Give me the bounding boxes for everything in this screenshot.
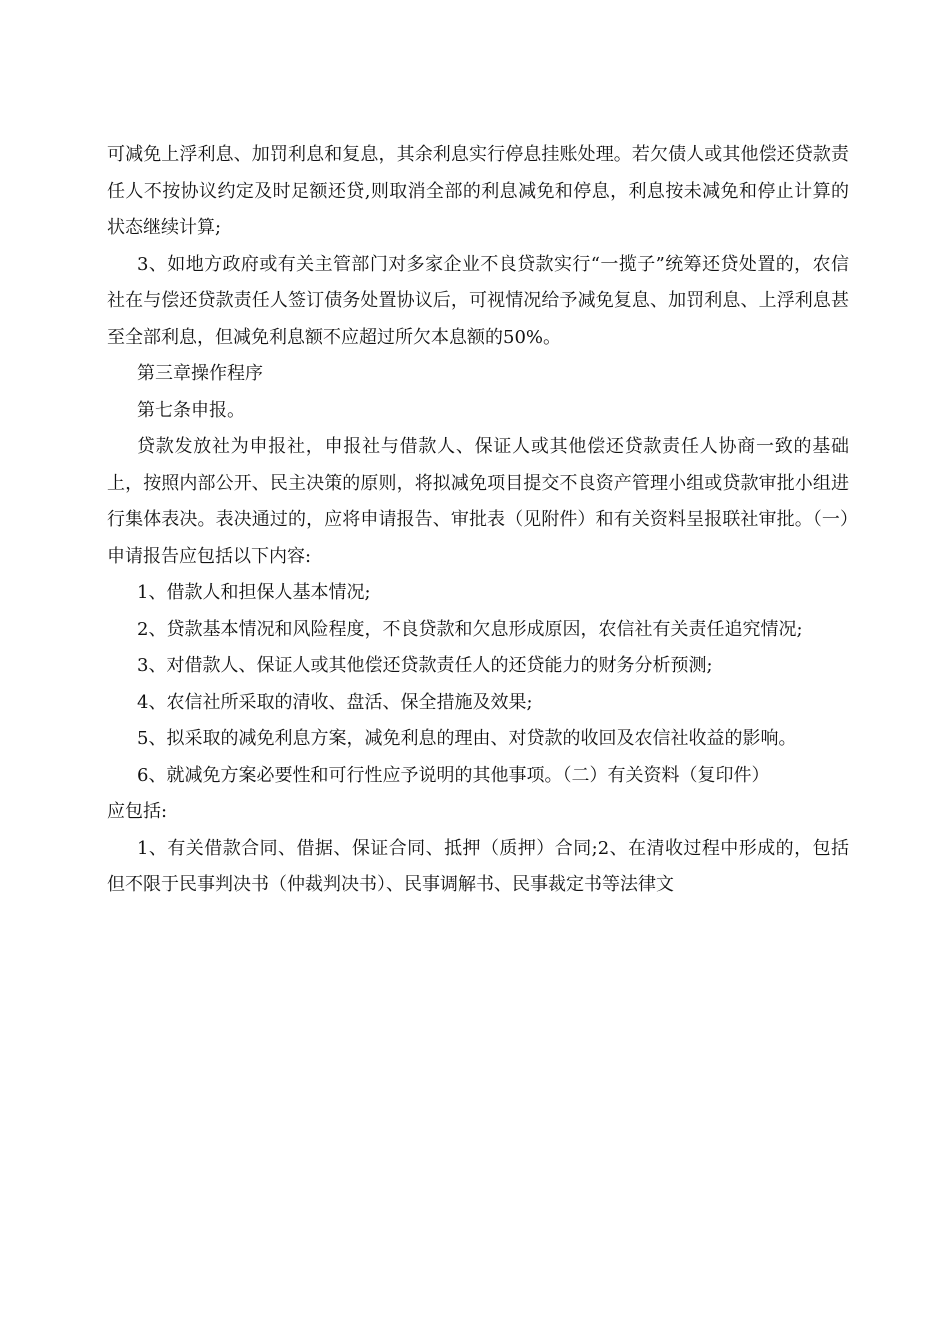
chapter-heading-operating-procedure: 第三章操作程序 xyxy=(137,363,263,384)
paragraph-declaration-process: 贷款发放社为申报社，申报社与借款人、保证人或其他偿还贷款责任人协商一致的基础上，按照内部公开、民主决策的原则，将拟减免项目提交不良资产管理小组或贷款审批小组进行集体表决。表决通过的，应将申请报告、审批表（见附件）和有关资料呈报联社审批。（一）申请报告应包括以下内容: xyxy=(107,436,849,567)
paragraph-should-include: 应包括: xyxy=(107,801,168,822)
document-body xyxy=(107,137,849,904)
list-item-waiver-plan: 5、拟采取的减免利息方案，减免利息的理由、对贷款的收回及农信社收益的影响。 xyxy=(137,728,797,749)
paragraph-item-3-package-repayment: 3、如地方政府或有关主管部门对多家企业不良贷款实行“一揽子”统筹还贷处置的，农信社在与偿还贷款责任人签订债务处置协议后，可视情况给予减免复息、加罚利息、上浮利息甚至全部利息，但减免利息额不应超过所欠本息额的50%。 xyxy=(107,253,849,348)
list-item-borrower-guarantor-info: 1、借款人和担保人基本情况; xyxy=(137,582,371,603)
list-item-collection-measures: 4、农信社所采取的清收、盘活、保全措施及效果; xyxy=(137,691,533,713)
list-item-loan-risk-info: 2、贷款基本情况和风险程度，不良贷款和欠息形成原因，农信社有关责任追究情况; xyxy=(137,618,803,640)
list-item-repayment-capability: 3、对借款人、保证人或其他偿还贷款责任人的还贷能力的财务分析预测; xyxy=(137,655,713,676)
list-item-other-matters: 6、就减免方案必要性和可行性应予说明的其他事项。（二）有关资料（复印件） xyxy=(137,764,770,786)
list-item-contracts-and-legal-docs: 1、有关借款合同、借据、保证合同、抵押（质押）合同;2、在清收过程中形成的，包括但不限于民事判决书（仲裁判决书）、民事调解书、民事裁定书等法律文 xyxy=(107,837,849,895)
article-heading-declaration: 第七条申报。 xyxy=(137,399,245,421)
paragraph-interest-waiver-continuation: 可减免上浮利息、加罚利息和复息，其余利息实行停息挂账处理。若欠债人或其他偿还贷款责任人不按协议约定及时足额还贷,则取消全部的利息减免和停息，利息按未减免和停止计算的状态继续计算; xyxy=(107,144,849,238)
